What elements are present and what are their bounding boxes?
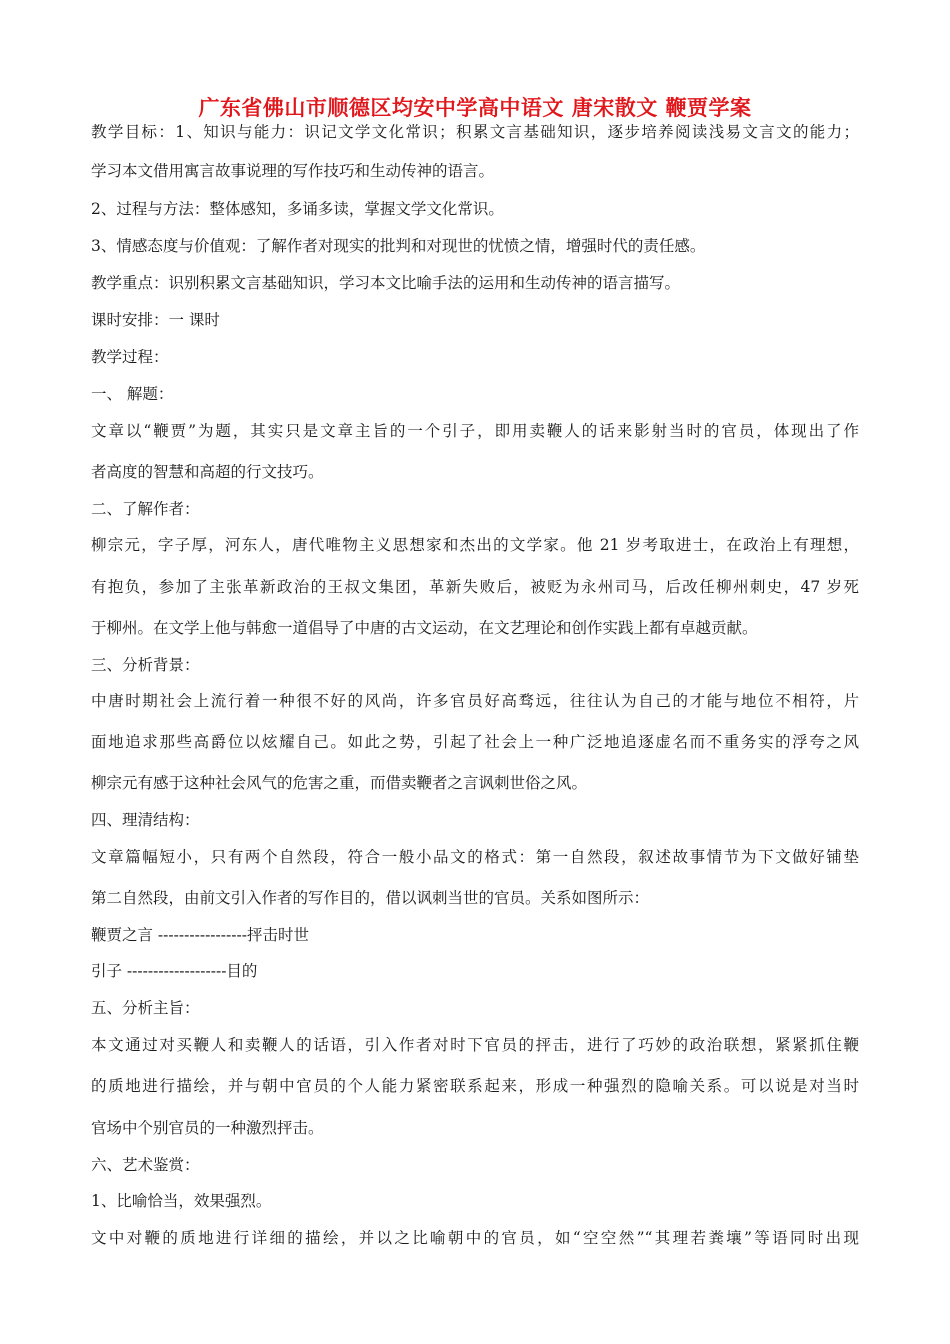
paragraph-line: 面地追求那些高爵位以炫耀自己。如此之势，引起了社会上一种广泛地追逐虚名而不重务实的浮夸之风 xyxy=(91,733,859,751)
section-heading: 五、分析主旨： xyxy=(91,999,200,1017)
paragraph-line: 的质地进行描绘，并与朝中官员的个人能力紧密联系起来，形成一种强烈的隐喻关系。可以说是对当时 xyxy=(91,1077,859,1095)
paragraph-line: 官场中个别官员的一种激烈抨击。 xyxy=(91,1119,324,1137)
paragraph-line: 柳宗元有感于这种社会风气的危害之重，而借卖鞭者之言讽刺世俗之风。 xyxy=(91,774,588,792)
paragraph-line: 教学重点：识别积累文言基础知识，学习本文比喻手法的运用和生动传神的语言描写。 xyxy=(91,274,681,292)
paragraph-line: 于柳州。在文学上他与韩愈一道倡导了中唐的古文运动，在文艺理论和创作实践上都有卓越贡献。 xyxy=(91,619,758,637)
paragraph-line: 柳宗元，字子厚，河东人，唐代唯物主义思想家和杰出的文学家。他 21 岁考取进士，在政治上有理想， xyxy=(91,536,859,554)
paragraph-line: 本文通过对买鞭人和卖鞭人的话语，引入作者对时下官员的抨击，进行了巧妙的政治联想，紧紧抓住鞭 xyxy=(91,1036,859,1054)
diagram-line: 引子 -------------------目的 xyxy=(91,962,258,980)
section-heading: 二、了解作者： xyxy=(91,500,200,518)
paragraph-line: 有抱负，参加了主张革新政治的王叔文集团，革新失败后，被贬为永州司马，后改任柳州刺史，47 岁死 xyxy=(91,578,859,596)
diagram-line: 鞭贾之言 -----------------抨击时世 xyxy=(91,926,309,944)
paragraph-line: 2、过程与方法：整体感知，多诵多读，掌握文学文化常识。 xyxy=(91,200,504,218)
section-heading: 六、艺术鉴赏： xyxy=(91,1156,200,1174)
paragraph-line: 第二自然段，由前文引入作者的写作目的，借以讽刺当世的官员。关系如图所示： xyxy=(91,889,650,907)
document-title: 广东省佛山市顺德区均安中学高中语文 唐宋散文 鞭贾学案 xyxy=(198,95,752,120)
paragraph-line: 课时安排：一 课时 xyxy=(91,311,220,329)
paragraph-line: 文章篇幅短小，只有两个自然段，符合一般小品文的格式：第一自然段，叙述故事情节为下文做好铺垫 xyxy=(91,848,859,866)
section-heading: 四、理清结构： xyxy=(91,811,200,829)
paragraph-line: 1、比喻恰当，效果强烈。 xyxy=(91,1192,272,1210)
paragraph-line: 3、情感态度与价值观：了解作者对现实的批判和对现世的忧愤之情，增强时代的责任感。 xyxy=(91,237,706,255)
paragraph-line: 文章以“鞭贾”为题，其实只是文章主旨的一个引子，即用卖鞭人的话来影射当时的官员，体现出了作 xyxy=(91,422,859,440)
paragraph-line: 文中对鞭的质地进行详细的描绘，并以之比喻朝中的官员，如“空空然”“其理若粪壤”等语同时出现 xyxy=(91,1229,859,1247)
paragraph-line: 教学目标：1、知识与能力：识记文学文化常识；积累文言基础知识，逐步培养阅读浅易文言文的能力； xyxy=(91,123,859,141)
section-heading: 教学过程： xyxy=(91,348,169,366)
paragraph-line: 中唐时期社会上流行着一种很不好的风尚，许多官员好高骛远，往往认为自己的才能与地位不相符，片 xyxy=(91,692,859,710)
section-heading: 三、分析背景： xyxy=(91,656,200,674)
section-heading: 一、 解题： xyxy=(91,385,174,403)
paragraph-line: 学习本文借用寓言故事说理的写作技巧和生动传神的语言。 xyxy=(91,162,495,180)
paragraph-line: 者高度的智慧和高超的行文技巧。 xyxy=(91,463,324,481)
